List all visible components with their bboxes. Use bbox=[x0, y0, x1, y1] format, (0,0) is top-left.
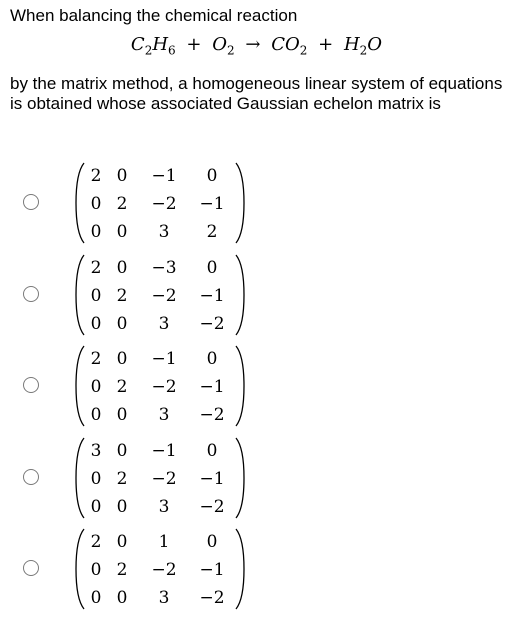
matrix-cell: 0 bbox=[90, 496, 102, 517]
matrix-cell: 2 bbox=[116, 285, 128, 306]
matrix-cell: −1 bbox=[199, 285, 225, 306]
matrix-cell: 0 bbox=[206, 349, 218, 369]
matrix-cell: −2 bbox=[199, 496, 225, 517]
matrix-cell: 0 bbox=[116, 349, 128, 369]
answer-option-1[interactable] bbox=[0, 161, 513, 247]
matrix-cell: −1 bbox=[199, 377, 225, 397]
matrix-cell: 2 bbox=[90, 166, 102, 186]
matrix-cell: 2 bbox=[206, 222, 218, 242]
matrix-cell: 2 bbox=[116, 377, 128, 397]
matrix-cell: 0 bbox=[116, 440, 128, 461]
matrix-cell: −2 bbox=[151, 468, 177, 489]
matrix-cell: 0 bbox=[206, 440, 218, 461]
matrix-cell: 0 bbox=[116, 257, 128, 278]
matrix bbox=[74, 527, 246, 611]
reaction-arrow: → bbox=[245, 34, 261, 55]
matrix-cell: −1 bbox=[199, 560, 225, 580]
right-parenthesis bbox=[234, 436, 246, 520]
radio-button[interactable] bbox=[23, 560, 39, 576]
matrix-cell: −2 bbox=[151, 194, 177, 214]
matrix-cell: 0 bbox=[206, 257, 218, 278]
matrix-cell: −2 bbox=[199, 313, 225, 334]
matrix-cell: −1 bbox=[199, 468, 225, 489]
radio-button[interactable] bbox=[23, 377, 39, 393]
matrix-cell: 2 bbox=[116, 560, 128, 580]
matrix-cell: 3 bbox=[158, 405, 170, 425]
answer-option-2[interactable] bbox=[0, 253, 513, 339]
radio-button[interactable] bbox=[23, 286, 39, 302]
plus-sign: + bbox=[186, 34, 202, 55]
answer-option-3[interactable] bbox=[0, 344, 513, 430]
product-water: $H_2O$ bbox=[343, 34, 383, 58]
matrix-cell: 0 bbox=[206, 532, 218, 552]
matrix-cell: 2 bbox=[90, 257, 102, 278]
matrix-cell: −1 bbox=[151, 166, 177, 186]
right-parenthesis bbox=[234, 344, 246, 428]
matrix-cell: 2 bbox=[116, 194, 128, 214]
matrix-cell: −1 bbox=[199, 194, 225, 214]
matrix-cell: −2 bbox=[151, 377, 177, 397]
matrix-cell: 3 bbox=[90, 440, 102, 461]
matrix-cell: 2 bbox=[90, 532, 102, 552]
matrix-cell: 0 bbox=[90, 377, 102, 397]
matrix-cell: −2 bbox=[151, 285, 177, 306]
matrix-cell: −2 bbox=[199, 405, 225, 425]
question-body: by the matrix method, a homogeneous linear system of equations is obtained whose associated Gaussian echelon matrix is bbox=[10, 74, 503, 113]
reactant-oxygen: $O_2$ bbox=[212, 34, 235, 58]
matrix-cell: −1 bbox=[151, 349, 177, 369]
matrix bbox=[74, 344, 246, 428]
matrix-cell: 0 bbox=[90, 405, 102, 425]
answer-option-5[interactable] bbox=[0, 527, 513, 613]
radio-button[interactable] bbox=[23, 469, 39, 485]
matrix bbox=[74, 161, 246, 245]
matrix-cell: −3 bbox=[151, 257, 177, 278]
matrix-cell: 2 bbox=[90, 349, 102, 369]
matrix-cell: 0 bbox=[90, 468, 102, 489]
matrix-cell: 3 bbox=[158, 313, 170, 334]
matrix-cell: −1 bbox=[151, 440, 177, 461]
matrix-cell: 0 bbox=[116, 166, 128, 186]
matrix-cell: −2 bbox=[151, 560, 177, 580]
matrix-cell: 0 bbox=[90, 313, 102, 334]
matrix-cell: −2 bbox=[199, 588, 225, 608]
matrix-cell: 3 bbox=[158, 588, 170, 608]
chemical-equation bbox=[0, 34, 513, 58]
plus-sign: + bbox=[318, 34, 334, 55]
matrix-cell: 0 bbox=[90, 285, 102, 306]
matrix-cell: 0 bbox=[90, 194, 102, 214]
matrix-cell: 2 bbox=[116, 468, 128, 489]
matrix-cell: 0 bbox=[90, 560, 102, 580]
right-parenthesis bbox=[234, 253, 246, 337]
matrix-cell: 3 bbox=[158, 222, 170, 242]
answer-option-4[interactable] bbox=[0, 436, 513, 522]
question-intro bbox=[10, 6, 510, 26]
product-carbon-dioxide: $CO_2$ bbox=[271, 34, 308, 58]
right-parenthesis bbox=[234, 161, 246, 245]
matrix-cell: 1 bbox=[158, 532, 170, 552]
matrix-cell: 0 bbox=[116, 313, 128, 334]
matrix-cell: 0 bbox=[116, 588, 128, 608]
matrix bbox=[74, 436, 246, 520]
matrix-cell: 0 bbox=[116, 222, 128, 242]
right-parenthesis bbox=[234, 527, 246, 611]
matrix-cell: 0 bbox=[116, 405, 128, 425]
matrix-cell: 0 bbox=[116, 532, 128, 552]
matrix-cell: 0 bbox=[90, 222, 102, 242]
matrix-cell: 0 bbox=[116, 496, 128, 517]
matrix bbox=[74, 253, 246, 337]
matrix-cell: 0 bbox=[206, 166, 218, 186]
question-intro-text: When balancing the chemical reaction bbox=[10, 6, 298, 25]
matrix-cell: 3 bbox=[158, 496, 170, 517]
matrix-cell: 0 bbox=[90, 588, 102, 608]
reactant-ethane: $C_2H_6$ bbox=[130, 34, 176, 58]
radio-button[interactable] bbox=[23, 194, 39, 210]
